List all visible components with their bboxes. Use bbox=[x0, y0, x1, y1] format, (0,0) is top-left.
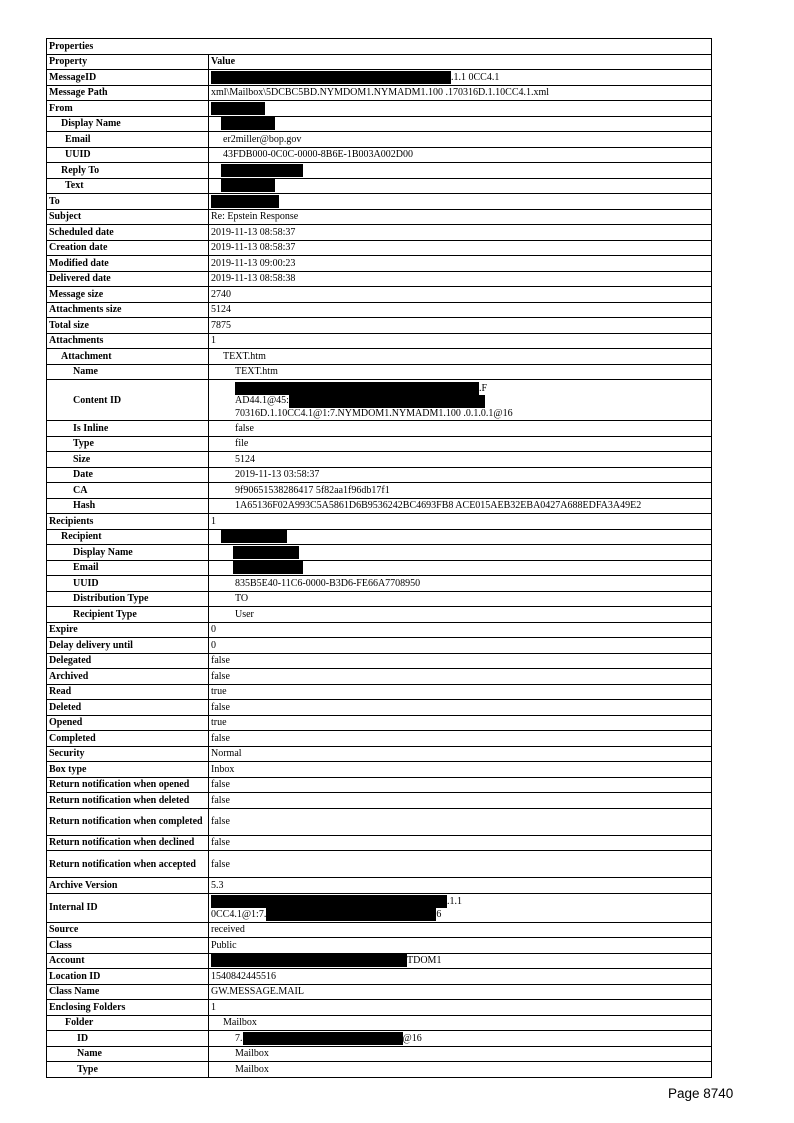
property-key: Message size bbox=[47, 287, 209, 303]
value-text: 0 bbox=[211, 639, 216, 651]
property-key: Class bbox=[47, 938, 209, 954]
property-key: Creation date bbox=[47, 240, 209, 256]
property-row bbox=[47, 746, 712, 762]
value-text: 2740 bbox=[211, 288, 231, 300]
property-key: CA bbox=[47, 483, 209, 499]
value-text: 2019-11-13 08:58:37 bbox=[211, 242, 296, 254]
property-key: Subject bbox=[47, 209, 209, 225]
value-text: 2019-11-13 03:58:37 bbox=[235, 469, 320, 481]
value-text bbox=[211, 531, 221, 542]
value-text: true bbox=[211, 717, 227, 729]
property-row bbox=[47, 364, 712, 380]
redaction-block bbox=[221, 530, 287, 543]
value-text: 2019-11-13 08:58:37 bbox=[211, 226, 296, 238]
property-row bbox=[47, 209, 712, 225]
property-row bbox=[47, 194, 712, 210]
property-value bbox=[209, 132, 712, 148]
property-row bbox=[47, 984, 712, 1000]
property-value bbox=[209, 591, 712, 607]
property-value bbox=[209, 380, 712, 421]
property-row bbox=[47, 271, 712, 287]
property-row bbox=[47, 498, 712, 514]
property-row bbox=[47, 591, 712, 607]
property-key: Size bbox=[47, 452, 209, 468]
value-text: .F bbox=[479, 382, 488, 394]
property-key: Name bbox=[47, 1046, 209, 1062]
property-value bbox=[209, 1046, 712, 1062]
redaction-block bbox=[266, 908, 436, 921]
property-key: Box type bbox=[47, 762, 209, 778]
property-row bbox=[47, 777, 712, 793]
property-value bbox=[209, 969, 712, 985]
property-value bbox=[209, 318, 712, 334]
property-value bbox=[209, 178, 712, 194]
property-key: Distribution Type bbox=[47, 591, 209, 607]
value-text: false bbox=[211, 794, 230, 806]
value-text: TO bbox=[235, 593, 249, 605]
value-text: 2019-11-13 08:58:38 bbox=[211, 273, 296, 285]
property-row bbox=[47, 333, 712, 349]
property-row bbox=[47, 622, 712, 638]
property-key: To bbox=[47, 194, 209, 210]
property-key: From bbox=[47, 101, 209, 117]
property-value bbox=[209, 746, 712, 762]
property-key: Type bbox=[47, 436, 209, 452]
property-value bbox=[209, 953, 712, 969]
value-text: 7875 bbox=[211, 319, 231, 331]
value-text: .1.1 0CC4.1 bbox=[451, 71, 500, 83]
property-row bbox=[47, 256, 712, 272]
value-text: 6 bbox=[436, 908, 442, 920]
property-row bbox=[47, 225, 712, 241]
property-key: Recipient bbox=[47, 529, 209, 545]
value-text: false bbox=[211, 655, 230, 667]
value-text: .1.1 bbox=[447, 895, 462, 907]
property-row bbox=[47, 163, 712, 179]
property-value bbox=[209, 808, 712, 835]
value-text: Mailbox bbox=[235, 1048, 269, 1060]
property-value bbox=[209, 514, 712, 530]
property-key: Return notification when accepted bbox=[47, 851, 209, 878]
value-text bbox=[211, 118, 221, 129]
value-text: @16 bbox=[402, 1032, 422, 1044]
property-row bbox=[47, 922, 712, 938]
property-value bbox=[209, 436, 712, 452]
value-text: 1 bbox=[211, 1001, 216, 1013]
property-row bbox=[47, 953, 712, 969]
property-key: Message Path bbox=[47, 85, 209, 101]
value-text: true bbox=[211, 686, 227, 698]
value-text: Re: Epstein Response bbox=[211, 211, 299, 223]
property-value bbox=[209, 287, 712, 303]
value-line bbox=[211, 908, 709, 921]
property-row bbox=[47, 731, 712, 747]
property-value bbox=[209, 116, 712, 132]
property-value bbox=[209, 147, 712, 163]
value-text bbox=[211, 382, 235, 393]
property-key: Reply To bbox=[47, 163, 209, 179]
value-text: 5124 bbox=[211, 304, 231, 316]
property-key: Is Inline bbox=[47, 421, 209, 437]
value-text bbox=[211, 562, 233, 573]
property-key: Email bbox=[47, 560, 209, 576]
value-text: GW.MESSAGE.MAIL bbox=[211, 986, 304, 998]
property-value bbox=[209, 364, 712, 380]
value-text: er2miller@bop.gov bbox=[223, 133, 302, 145]
value-text: false bbox=[235, 422, 254, 434]
property-value bbox=[209, 271, 712, 287]
property-key: Return notification when deleted bbox=[47, 793, 209, 809]
property-value bbox=[209, 878, 712, 894]
property-key: Email bbox=[47, 132, 209, 148]
property-value bbox=[209, 225, 712, 241]
property-row bbox=[47, 793, 712, 809]
redaction-block bbox=[211, 71, 451, 84]
property-value bbox=[209, 576, 712, 592]
property-key: Name bbox=[47, 364, 209, 380]
value-line bbox=[211, 408, 709, 419]
property-value bbox=[209, 163, 712, 179]
property-row bbox=[47, 380, 712, 421]
property-key: Attachment bbox=[47, 349, 209, 365]
value-text: 1 bbox=[211, 515, 216, 527]
property-key: Location ID bbox=[47, 969, 209, 985]
property-row bbox=[47, 669, 712, 685]
property-row bbox=[47, 178, 712, 194]
property-row bbox=[47, 101, 712, 117]
property-value bbox=[209, 984, 712, 1000]
property-row bbox=[47, 835, 712, 851]
property-value bbox=[209, 684, 712, 700]
property-row bbox=[47, 576, 712, 592]
property-value bbox=[209, 85, 712, 101]
property-key: Account bbox=[47, 953, 209, 969]
value-text: false bbox=[211, 670, 230, 682]
redaction-block bbox=[221, 164, 303, 177]
property-value bbox=[209, 209, 712, 225]
value-text: Public bbox=[211, 939, 237, 951]
property-row bbox=[47, 1046, 712, 1062]
property-row bbox=[47, 467, 712, 483]
page-number: Page 8740 bbox=[668, 1086, 734, 1101]
property-value bbox=[209, 700, 712, 716]
property-value bbox=[209, 851, 712, 878]
value-line bbox=[211, 395, 709, 408]
property-key: Class Name bbox=[47, 984, 209, 1000]
property-row bbox=[47, 893, 712, 922]
property-value bbox=[209, 240, 712, 256]
value-text: 0 bbox=[211, 624, 216, 636]
value-text bbox=[211, 180, 221, 191]
property-row bbox=[47, 808, 712, 835]
value-text: false bbox=[211, 837, 230, 849]
value-text: false bbox=[211, 701, 230, 713]
property-value bbox=[209, 1000, 712, 1016]
property-key: Recipients bbox=[47, 514, 209, 530]
property-key: Security bbox=[47, 746, 209, 762]
property-key: Archived bbox=[47, 669, 209, 685]
table-title-row bbox=[47, 39, 712, 55]
property-value bbox=[209, 545, 712, 561]
property-row bbox=[47, 70, 712, 86]
property-key: Deleted bbox=[47, 700, 209, 716]
property-row bbox=[47, 85, 712, 101]
property-row bbox=[47, 421, 712, 437]
property-row bbox=[47, 132, 712, 148]
value-text: Inbox bbox=[211, 763, 235, 775]
property-key: Enclosing Folders bbox=[47, 1000, 209, 1016]
value-text: Mailbox bbox=[223, 1017, 257, 1029]
property-value bbox=[209, 1031, 712, 1047]
property-row bbox=[47, 452, 712, 468]
property-value bbox=[209, 1015, 712, 1031]
property-row bbox=[47, 653, 712, 669]
property-key: Read bbox=[47, 684, 209, 700]
property-key: Archive Version bbox=[47, 878, 209, 894]
property-row bbox=[47, 1015, 712, 1031]
value-text: xml\Mailbox\5DCBC5BD.NYMDOM1.NYMADM1.100 .170316D.1.10CC4.1.xml bbox=[211, 87, 550, 99]
property-value bbox=[209, 762, 712, 778]
property-key: Modified date bbox=[47, 256, 209, 272]
property-key: Hash bbox=[47, 498, 209, 514]
property-value bbox=[209, 622, 712, 638]
property-row bbox=[47, 969, 712, 985]
redaction-block bbox=[289, 395, 485, 408]
property-value bbox=[209, 421, 712, 437]
property-row bbox=[47, 240, 712, 256]
property-value bbox=[209, 653, 712, 669]
property-key: Type bbox=[47, 1062, 209, 1078]
property-value bbox=[209, 498, 712, 514]
value-text: 7. bbox=[235, 1032, 243, 1044]
table-title: Properties bbox=[47, 39, 712, 55]
redaction-block bbox=[235, 382, 479, 395]
property-key: Attachments bbox=[47, 333, 209, 349]
property-value bbox=[209, 452, 712, 468]
property-row bbox=[47, 607, 712, 623]
property-value bbox=[209, 70, 712, 86]
property-key: Source bbox=[47, 922, 209, 938]
value-text: false bbox=[211, 816, 230, 827]
property-value bbox=[209, 101, 712, 117]
value-text: AD44.1@45: bbox=[235, 395, 289, 407]
property-key: Attachments size bbox=[47, 302, 209, 318]
property-row bbox=[47, 762, 712, 778]
property-key: Opened bbox=[47, 715, 209, 731]
value-text: TEXT.htm bbox=[223, 350, 266, 362]
property-value bbox=[209, 777, 712, 793]
property-key: Display Name bbox=[47, 545, 209, 561]
property-key: Total size bbox=[47, 318, 209, 334]
property-key: Expire bbox=[47, 622, 209, 638]
property-key: Date bbox=[47, 467, 209, 483]
value-text: false bbox=[211, 858, 230, 870]
property-value bbox=[209, 669, 712, 685]
property-row bbox=[47, 147, 712, 163]
value-text: 1 bbox=[211, 335, 216, 347]
value-text: TDOM1 bbox=[407, 955, 442, 967]
property-value bbox=[209, 922, 712, 938]
property-value bbox=[209, 467, 712, 483]
property-row bbox=[47, 700, 712, 716]
property-key: Return notification when completed bbox=[47, 808, 209, 835]
redaction-block bbox=[221, 117, 275, 130]
property-value bbox=[209, 302, 712, 318]
value-text: 5124 bbox=[235, 453, 255, 465]
redaction-block bbox=[211, 195, 279, 208]
property-row bbox=[47, 938, 712, 954]
property-key: Display Name bbox=[47, 116, 209, 132]
value-text: 835B5E40-11C6-0000-B3D6-FE66A7708950 bbox=[235, 577, 421, 589]
value-text: User bbox=[235, 608, 254, 620]
property-row bbox=[47, 684, 712, 700]
property-value bbox=[209, 715, 712, 731]
value-line bbox=[211, 382, 709, 395]
redaction-block bbox=[211, 954, 407, 967]
property-row bbox=[47, 878, 712, 894]
property-row bbox=[47, 638, 712, 654]
properties-table bbox=[46, 38, 712, 1078]
value-text bbox=[211, 547, 233, 558]
property-row bbox=[47, 1031, 712, 1047]
property-value bbox=[209, 731, 712, 747]
redaction-block bbox=[211, 895, 447, 908]
value-text: file bbox=[235, 438, 249, 450]
property-row bbox=[47, 1000, 712, 1016]
property-key: Delay delivery until bbox=[47, 638, 209, 654]
property-row bbox=[47, 514, 712, 530]
property-key: UUID bbox=[47, 576, 209, 592]
redaction-block bbox=[233, 546, 299, 559]
value-text: 5.3 bbox=[211, 879, 224, 891]
property-key: Delegated bbox=[47, 653, 209, 669]
properties-table-body bbox=[47, 39, 712, 1078]
value-text: 43FDB000-0C0C-0000-8B6E-1B003A002D00 bbox=[223, 149, 414, 161]
property-value bbox=[209, 893, 712, 922]
property-value bbox=[209, 607, 712, 623]
value-line bbox=[211, 895, 709, 908]
property-value bbox=[209, 349, 712, 365]
value-text: 2019-11-13 09:00:23 bbox=[211, 257, 296, 269]
property-key: Return notification when opened bbox=[47, 777, 209, 793]
value-text: false bbox=[211, 779, 230, 791]
property-row bbox=[47, 715, 712, 731]
property-row bbox=[47, 116, 712, 132]
redaction-block bbox=[243, 1032, 403, 1045]
property-key: Text bbox=[47, 178, 209, 194]
property-value bbox=[209, 835, 712, 851]
property-value bbox=[209, 793, 712, 809]
property-value bbox=[209, 256, 712, 272]
property-value bbox=[209, 638, 712, 654]
redaction-block bbox=[221, 179, 275, 192]
redaction-block bbox=[233, 561, 303, 574]
property-key: Folder bbox=[47, 1015, 209, 1031]
property-value bbox=[209, 333, 712, 349]
property-key: Completed bbox=[47, 731, 209, 747]
property-row bbox=[47, 302, 712, 318]
value-text: 0CC4.1@1:7. bbox=[211, 908, 267, 920]
property-key: Internal ID bbox=[47, 893, 209, 922]
value-column-header: Value bbox=[209, 54, 712, 70]
property-row bbox=[47, 349, 712, 365]
property-key: MessageID bbox=[47, 70, 209, 86]
redaction-block bbox=[211, 102, 265, 115]
value-text: false bbox=[211, 732, 230, 744]
property-row bbox=[47, 560, 712, 576]
property-value bbox=[209, 560, 712, 576]
property-row bbox=[47, 483, 712, 499]
value-text: 70316D.1.10CC4.1@1:7.NYMDOM1.NYMADM1.100 .0.1.0.1@16 bbox=[235, 407, 513, 419]
property-row bbox=[47, 287, 712, 303]
property-key: Recipient Type bbox=[47, 607, 209, 623]
value-text: TEXT.htm bbox=[235, 366, 278, 378]
value-text: Normal bbox=[211, 748, 242, 760]
value-text: Mailbox bbox=[235, 1063, 269, 1075]
property-row bbox=[47, 851, 712, 878]
property-column-header: Property bbox=[47, 54, 209, 70]
value-text: 1A65136F02A993C5A5861D6B9536242BC4693FB8 ACE015AEB32EBA0427A688EDFA3A49E2 bbox=[235, 500, 642, 512]
value-text bbox=[211, 165, 221, 176]
property-key: Delivered date bbox=[47, 271, 209, 287]
property-row bbox=[47, 545, 712, 561]
property-value bbox=[209, 938, 712, 954]
property-row bbox=[47, 529, 712, 545]
property-value bbox=[209, 529, 712, 545]
property-row bbox=[47, 1062, 712, 1078]
property-value bbox=[209, 483, 712, 499]
property-key: Content ID bbox=[47, 380, 209, 421]
value-text: 9f90651538286417 5f82aa1f96db17f1 bbox=[235, 484, 390, 496]
table-header-row bbox=[47, 54, 712, 70]
property-row bbox=[47, 318, 712, 334]
property-key: UUID bbox=[47, 147, 209, 163]
property-value bbox=[209, 194, 712, 210]
property-key: Scheduled date bbox=[47, 225, 209, 241]
property-value bbox=[209, 1062, 712, 1078]
property-row bbox=[47, 436, 712, 452]
property-key: Return notification when declined bbox=[47, 835, 209, 851]
value-text: received bbox=[211, 924, 245, 936]
property-key: ID bbox=[47, 1031, 209, 1047]
value-text: 1540842445516 bbox=[211, 970, 276, 982]
